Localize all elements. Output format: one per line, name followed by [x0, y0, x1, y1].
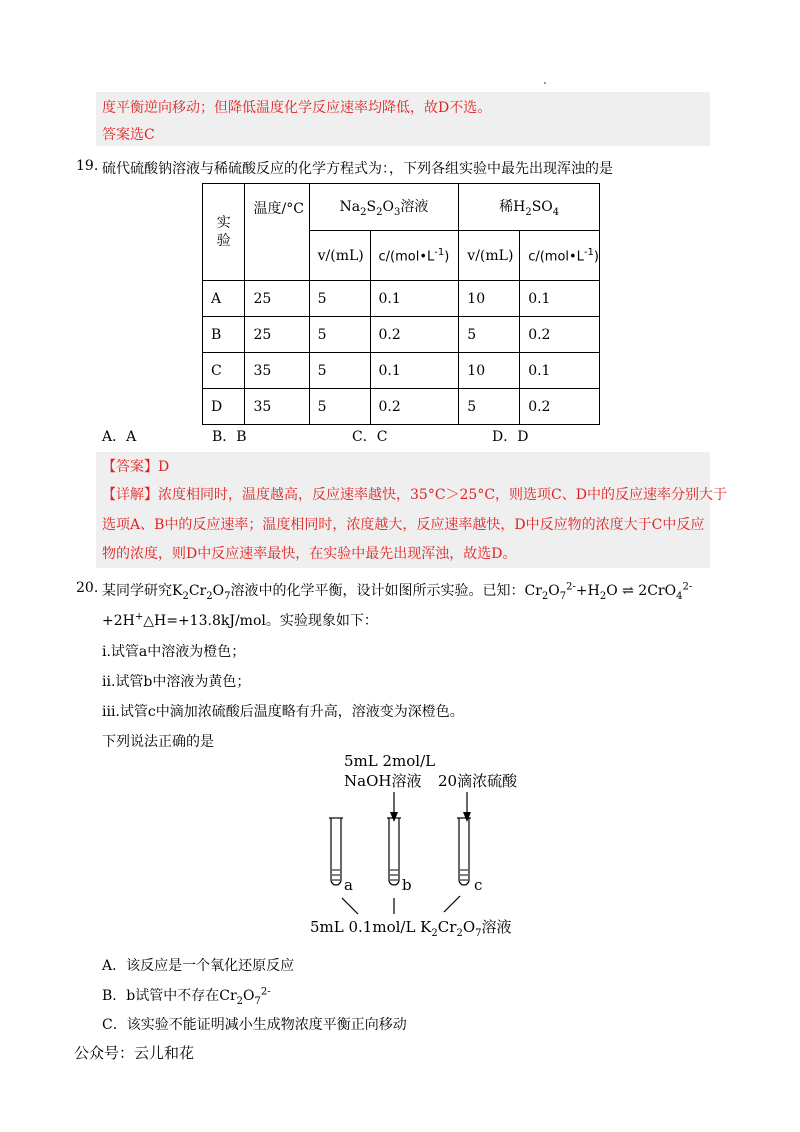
naoh-label-1: 5mL 2mol/L [344, 752, 436, 770]
q20-line2-b: △H=+13.8kJ/mol。实验现象如下： [143, 613, 378, 629]
cell-c2: 0.2 [520, 389, 600, 425]
cell-c2: 0.1 [520, 281, 600, 317]
cell-c2: 0.1 [520, 353, 600, 389]
cell-exp: C [203, 353, 245, 389]
q20-observation-1: i.试管a中溶液为橙色； [102, 644, 246, 660]
table-header-na2s2o3: $Na_2S_2O_3$溶液 [309, 184, 459, 231]
q19-option-d: D．D [492, 429, 529, 445]
tube-c-label: c [474, 876, 483, 894]
prev-answer-line1: 度平衡逆向移动；但降低温度化学反应速率均降低，故D不选。 [102, 100, 492, 116]
cell-exp: D [203, 389, 245, 425]
q19-option-a: A．A [102, 429, 137, 445]
cell-v1: 5 [309, 389, 370, 425]
cell-c1: 0.1 [370, 281, 459, 317]
tube-b-label: b [402, 876, 412, 894]
cell-v1: 5 [309, 353, 370, 389]
cell-v2: 5 [459, 317, 520, 353]
page-dot [544, 82, 546, 84]
table-header-experiment-text: 实验 [216, 215, 231, 249]
tube-c-icon [457, 818, 471, 885]
connector-c [444, 896, 460, 912]
cell-c1: 0.2 [370, 389, 459, 425]
tube-a-label: a [344, 876, 353, 894]
q20-option-b-text: B．b试管中不存在Cr [102, 988, 237, 1004]
q20-stem-a: 某同学研究K [102, 583, 183, 599]
cell-v2: 10 [459, 281, 520, 317]
sub-c1-text: c/(mol•L [378, 249, 435, 265]
sub-c2-text: c/(mol•L [528, 249, 584, 265]
cell-exp: B [203, 317, 245, 353]
cell-temp: 25 [245, 281, 309, 317]
q20-observation-3: iii.试管c中滴加浓硫酸后温度略有升高，溶液变为深橙色。 [102, 704, 464, 720]
cell-temp: 35 [245, 389, 309, 425]
q19-table [202, 183, 600, 425]
table-sub-c2: $c/(mol•L^{-1})$ [520, 231, 600, 281]
cell-temp: 35 [245, 353, 309, 389]
table-row [203, 389, 600, 425]
na-prefix: Na [339, 199, 361, 216]
q20-prompt: 下列说法正确的是 [102, 734, 214, 750]
solution-label: 5mL 0.1mol/L $K_2Cr_2O_7$溶液 [310, 918, 512, 939]
q19-answer-block [96, 452, 727, 568]
q19-stem: 硫代硫酸钠溶液与稀硫酸反应的化学方程式为：，下列各组实验中最先出现浑浊的是 [102, 161, 613, 177]
q20-option-c: C．该实验不能证明减小生成物浓度平衡正向移动 [102, 1017, 407, 1033]
cell-c2: 0.2 [520, 317, 600, 353]
acid-label: 20滴浓硫酸 [438, 772, 518, 790]
arrow-b-head [390, 812, 398, 822]
tube-a-icon [329, 818, 343, 885]
q19-explain-3: 物的浓度，则D中反应速率最快，在实验中最先出现浑浊，故选D。 [102, 546, 517, 562]
cell-temp: 25 [245, 317, 309, 353]
q20-stem-line2: +2H+△H=+13.8kJ/mol。实验现象如下： [102, 611, 378, 629]
q20-line2-a: +2H [102, 613, 135, 629]
tube-b-icon [387, 818, 401, 885]
q19-number: 19. [76, 158, 99, 174]
q20-stem-b: 溶液中的化学平衡，设计如图所示实验。已知：Cr [230, 583, 542, 599]
naoh-label-2: NaOH溶液 [344, 772, 422, 790]
prev-answer-block [96, 92, 710, 146]
cell-v2: 10 [459, 353, 520, 389]
cell-v1: 5 [309, 281, 370, 317]
h-prefix: 稀 [499, 199, 514, 216]
q20-stem: 某同学研究$K_2Cr_2O_7$溶液中的化学平衡，设计如图所示实验。已知：$Cr_2O_7^{2-}+H_2O$ ⇌ 2CrO$_4^{2-}$ [102, 581, 693, 602]
prev-answer-line2: 答案选C [102, 127, 155, 143]
cell-c1: 0.2 [370, 317, 459, 353]
table-header-experiment [203, 184, 245, 281]
footer-watermark: 公众号：云儿和花 [74, 1044, 195, 1062]
q20-option-b: B．b试管中不存在$Cr_2O_7^{2-}$ [102, 986, 271, 1007]
q20-observation-2: ii.试管b中溶液为黄色； [102, 674, 251, 690]
q19-option-c: C．C [352, 429, 388, 445]
q20-number: 20. [76, 580, 99, 596]
table-header-h2so4: 稀$H_2SO_4$ [459, 184, 600, 231]
q20-stem-c: +H [575, 583, 600, 599]
table-header-temp: 温度/°C [245, 184, 309, 281]
solution-label-b: 溶液 [481, 918, 512, 936]
connector-a [342, 898, 358, 914]
q19-option-b: B．B [212, 429, 247, 445]
table-row [203, 317, 600, 353]
solution-label-a: 5mL 0.1mol/L K [310, 918, 432, 936]
table-row [203, 353, 600, 389]
table-sub-v2: v/(mL) [459, 231, 520, 281]
q20-stem-d: O ⇌ 2CrO [606, 583, 677, 599]
cell-exp: A [203, 281, 245, 317]
q20-option-a: A．该反应是一个氧化还原反应 [102, 958, 295, 974]
cell-v1: 5 [309, 317, 370, 353]
test-tube-diagram [280, 750, 540, 950]
q19-answer: 【答案】D [102, 459, 170, 475]
cell-c1: 0.1 [370, 353, 459, 389]
arrow-c-head [463, 812, 471, 822]
table-sub-v1: v/(mL) [309, 231, 370, 281]
cell-v2: 5 [459, 389, 520, 425]
table-row [203, 281, 600, 317]
table-sub-c1: $c/(mol•L^{-1})$ [370, 231, 459, 281]
q19-explain-1: 【详解】浓度相同时，温度越高，反应速率越快，35°C＞25°C，则选项C、D中的反应速率分别大于 [102, 487, 727, 503]
na-suffix: 溶液 [400, 199, 429, 216]
q19-explain-2: 选项A、B中的反应速率；温度相同时，浓度越大，反应速率越快，D中反应物的浓度大于C中反应 [102, 517, 705, 533]
